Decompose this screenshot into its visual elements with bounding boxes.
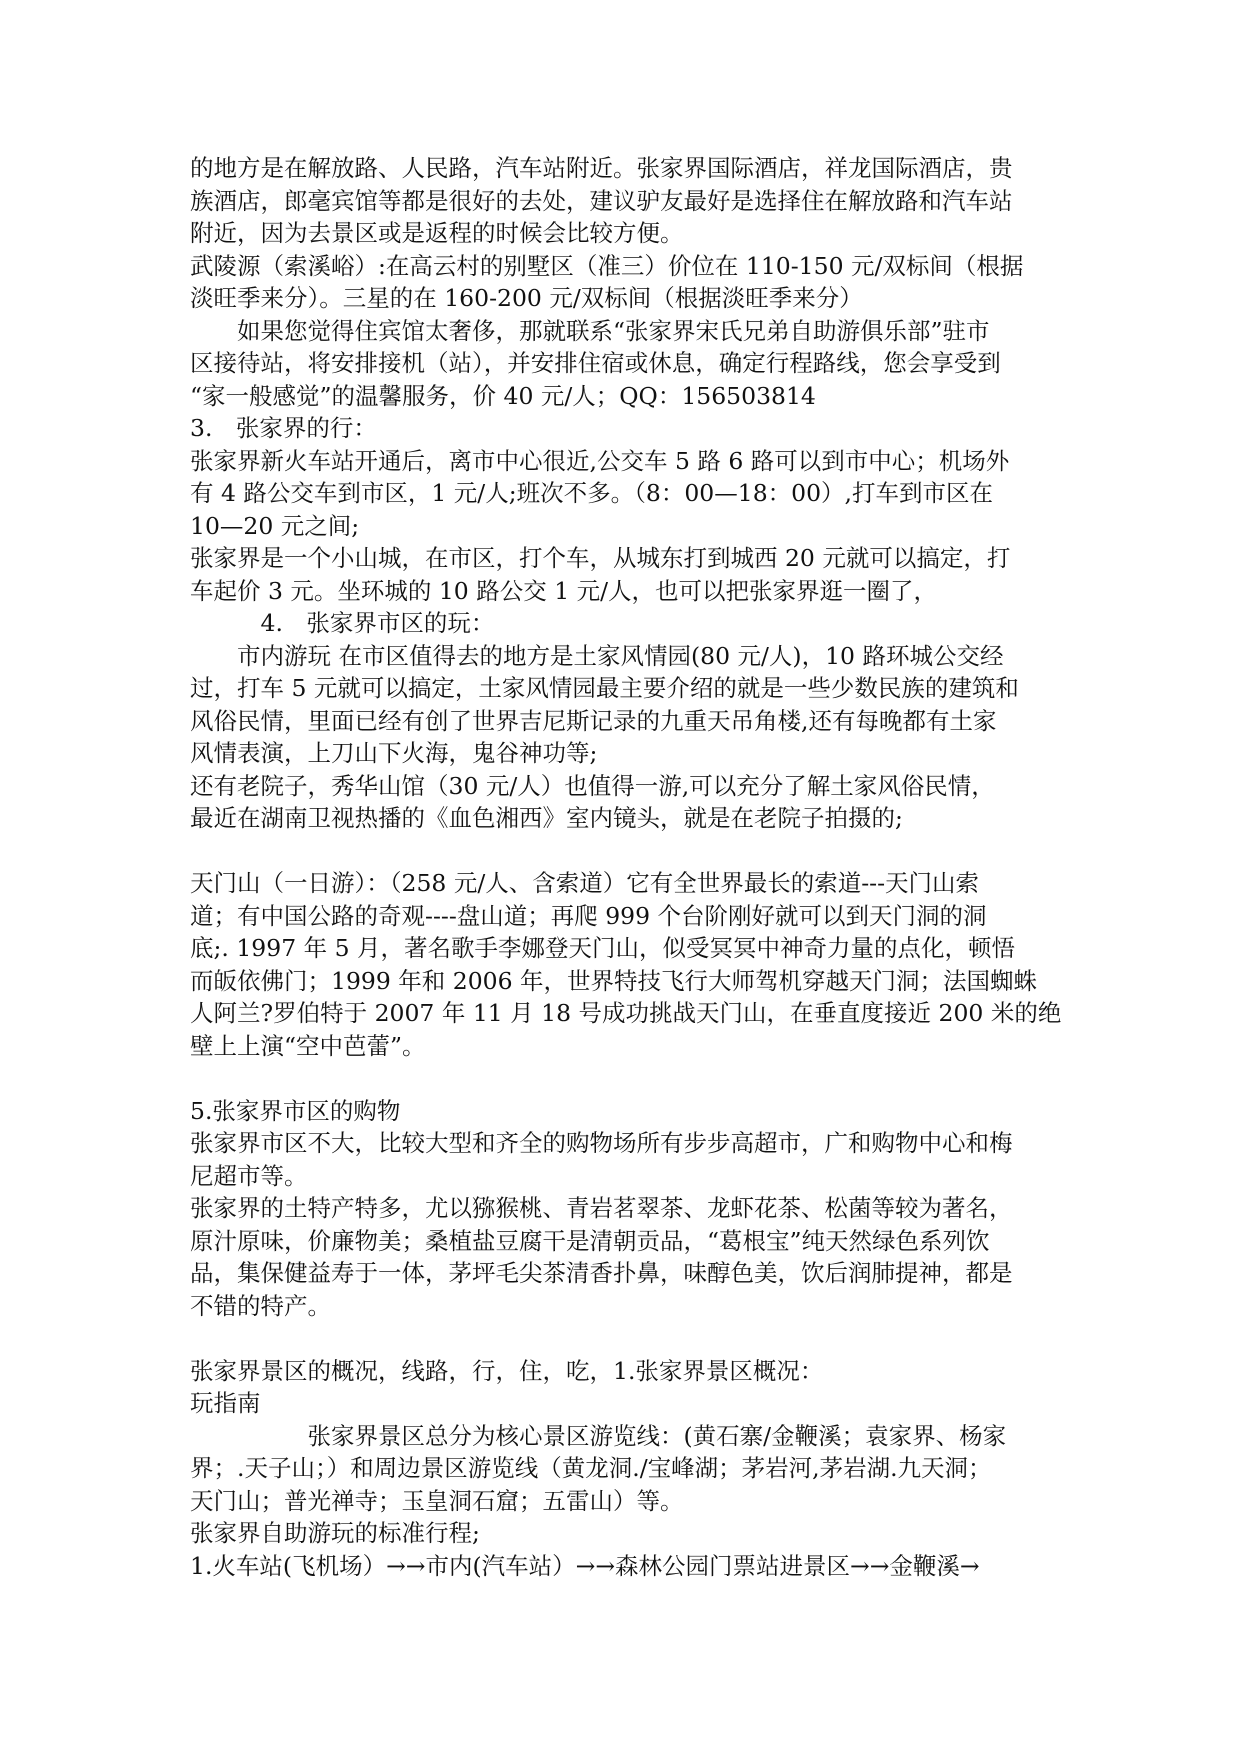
text-line: 淡旺季来分）。三星的在 160-200 元/双标间（根据淡旺季来分） bbox=[190, 284, 863, 312]
text-line: 风情表演，上刀山下火海，鬼谷神功等; bbox=[190, 739, 598, 767]
text-line: 10—20 元之间; bbox=[190, 511, 360, 540]
text-line: 张家界景区总分为核心景区游览线：(黄石寨/金鞭溪；袁家界、杨家 bbox=[190, 1421, 1007, 1450]
text-line: 玩指南 bbox=[190, 1389, 261, 1417]
text-line: 天门山；普光禅寺；玉皇洞石窟；五雷山）等。 bbox=[190, 1486, 684, 1515]
section-heading: 3. 张家界的行： bbox=[190, 414, 377, 442]
text-line: 最近在湖南卫视热播的《血色湘西》室内镜头，就是在老院子拍摄的; bbox=[190, 804, 903, 832]
text-line: 张家界的土特产特多，尤以猕猴桃、青岩茗翠茶、龙虾花茶、松菌等较为著名， bbox=[190, 1194, 1013, 1222]
section-heading: 张家界景区的概况，线路，行，住，吃，1.张家界景区概况： bbox=[190, 1356, 824, 1385]
text-line: 张家界自助游玩的标准行程; bbox=[190, 1519, 480, 1547]
text-line: 壁上上演“空中芭蕾”。 bbox=[190, 1031, 426, 1060]
text-line: 张家界市区不大，比较大型和齐全的购物场所有步步高超市，广和购物中心和梅 bbox=[190, 1129, 1013, 1157]
text-line: 原汁原味，价廉物美；桑植盐豆腐干是清朝贡品，“葛根宝”纯天然绿色系列饮 bbox=[190, 1226, 990, 1255]
text-line: 武陵源（索溪峪）:在高云村的别墅区（准三）价位在 110-150 元/双标间（根据 bbox=[190, 251, 1024, 280]
text-line: 1.火车站(飞机场）→→市内(汽车站）→→森林公园门票站进景区→→金鞭溪→ bbox=[190, 1551, 980, 1580]
blank-line bbox=[190, 1322, 1065, 1355]
blank-line bbox=[190, 1062, 1065, 1095]
text-line: 尼超市等。 bbox=[190, 1161, 308, 1190]
text-line: 不错的特产。 bbox=[190, 1291, 331, 1320]
section-heading: 4. 张家界市区的玩： bbox=[190, 609, 495, 637]
document-page bbox=[190, 152, 1065, 1582]
text-line: 风俗民情，里面已经有创了世界吉尼斯记录的九重天吊角楼,还有每晚都有土家 bbox=[190, 706, 997, 735]
text-line: 天门山（一日游）：（258 元/人、含索道）它有全世界最长的索道---天门山索 bbox=[190, 869, 980, 897]
text-line: 的地方是在解放路、人民路，汽车站附近。张家界国际酒店，祥龙国际酒店，贵 bbox=[190, 154, 1013, 182]
section-heading: 5.张家界市区的购物 bbox=[190, 1096, 401, 1125]
text-line: 区接待站，将安排接机（站），并安排住宿或休息，确定行程路线，您会享受到 bbox=[190, 349, 1001, 377]
text-line: 道；有中国公路的奇观----盘山道；再爬 999 个台阶刚好就可以到天门洞的洞 bbox=[190, 901, 987, 930]
blank-line bbox=[190, 835, 1065, 868]
text-line: 过，打车 5 元就可以搞定，土家风情园最主要介绍的就是一些少数民族的建筑和 bbox=[190, 674, 1019, 702]
text-line: 底;. 1997 年 5 月，著名歌手李娜登天门山，似受冥冥中神奇力量的点化，顿悟 bbox=[190, 934, 1016, 962]
text-line: 品，集保健益寿于一体，茅坪毛尖茶清香扑鼻，味醇色美，饮后润肺提神，都是 bbox=[190, 1259, 1013, 1287]
text-line: 族酒店，郎毫宾馆等都是很好的去处，建议驴友最好是选择住在解放路和汽车站 bbox=[190, 186, 1013, 215]
text-line: 如果您觉得住宾馆太奢侈，那就联系“张家界宋氏兄弟自助游俱乐部”驻市 bbox=[190, 316, 990, 345]
text-line: 而皈依佛门；1999 年和 2006 年，世界特技飞行大师驾机穿越天门洞；法国蜘蛛 bbox=[190, 966, 1038, 995]
text-line: 张家界新火车站开通后，离市中心很近,公交车 5 路 6 路可以到市中心；机场外 bbox=[190, 446, 1010, 475]
text-line: 界；.天子山；）和周边景区游览线（黄龙洞./宝峰湖；茅岩河,茅岩湖.九天洞； bbox=[190, 1454, 992, 1482]
text-line: 附近，因为去景区或是返程的时候会比较方便。 bbox=[190, 219, 684, 247]
text-line: 车起价 3 元。坐环城的 10 路公交 1 元/人，也可以把张家界逛一圈了， bbox=[190, 576, 938, 605]
text-line: 张家界是一个小山城，在市区，打个车，从城东打到城西 20 元就可以搞定，打 bbox=[190, 544, 1011, 572]
text-line: 还有老院子，秀华山馆（30 元/人）也值得一游,可以充分了解土家风俗民情， bbox=[190, 771, 995, 800]
text-line: 有 4 路公交车到市区，1 元/人;班次不多。（8：00—18：00）,打车到市区在 bbox=[190, 479, 994, 507]
text-line: 人阿兰?罗伯特于 2007 年 11 月 18 号成功挑战天门山，在垂直度接近 200 米的绝 bbox=[190, 999, 1062, 1027]
text-line: “家一般感觉”的温馨服务，价 40 元/人；QQ：156503814 bbox=[190, 381, 816, 410]
text-line: 市内游玩 在市区值得去的地方是土家风情园(80 元/人)，10 路环城公交经 bbox=[190, 641, 1004, 670]
